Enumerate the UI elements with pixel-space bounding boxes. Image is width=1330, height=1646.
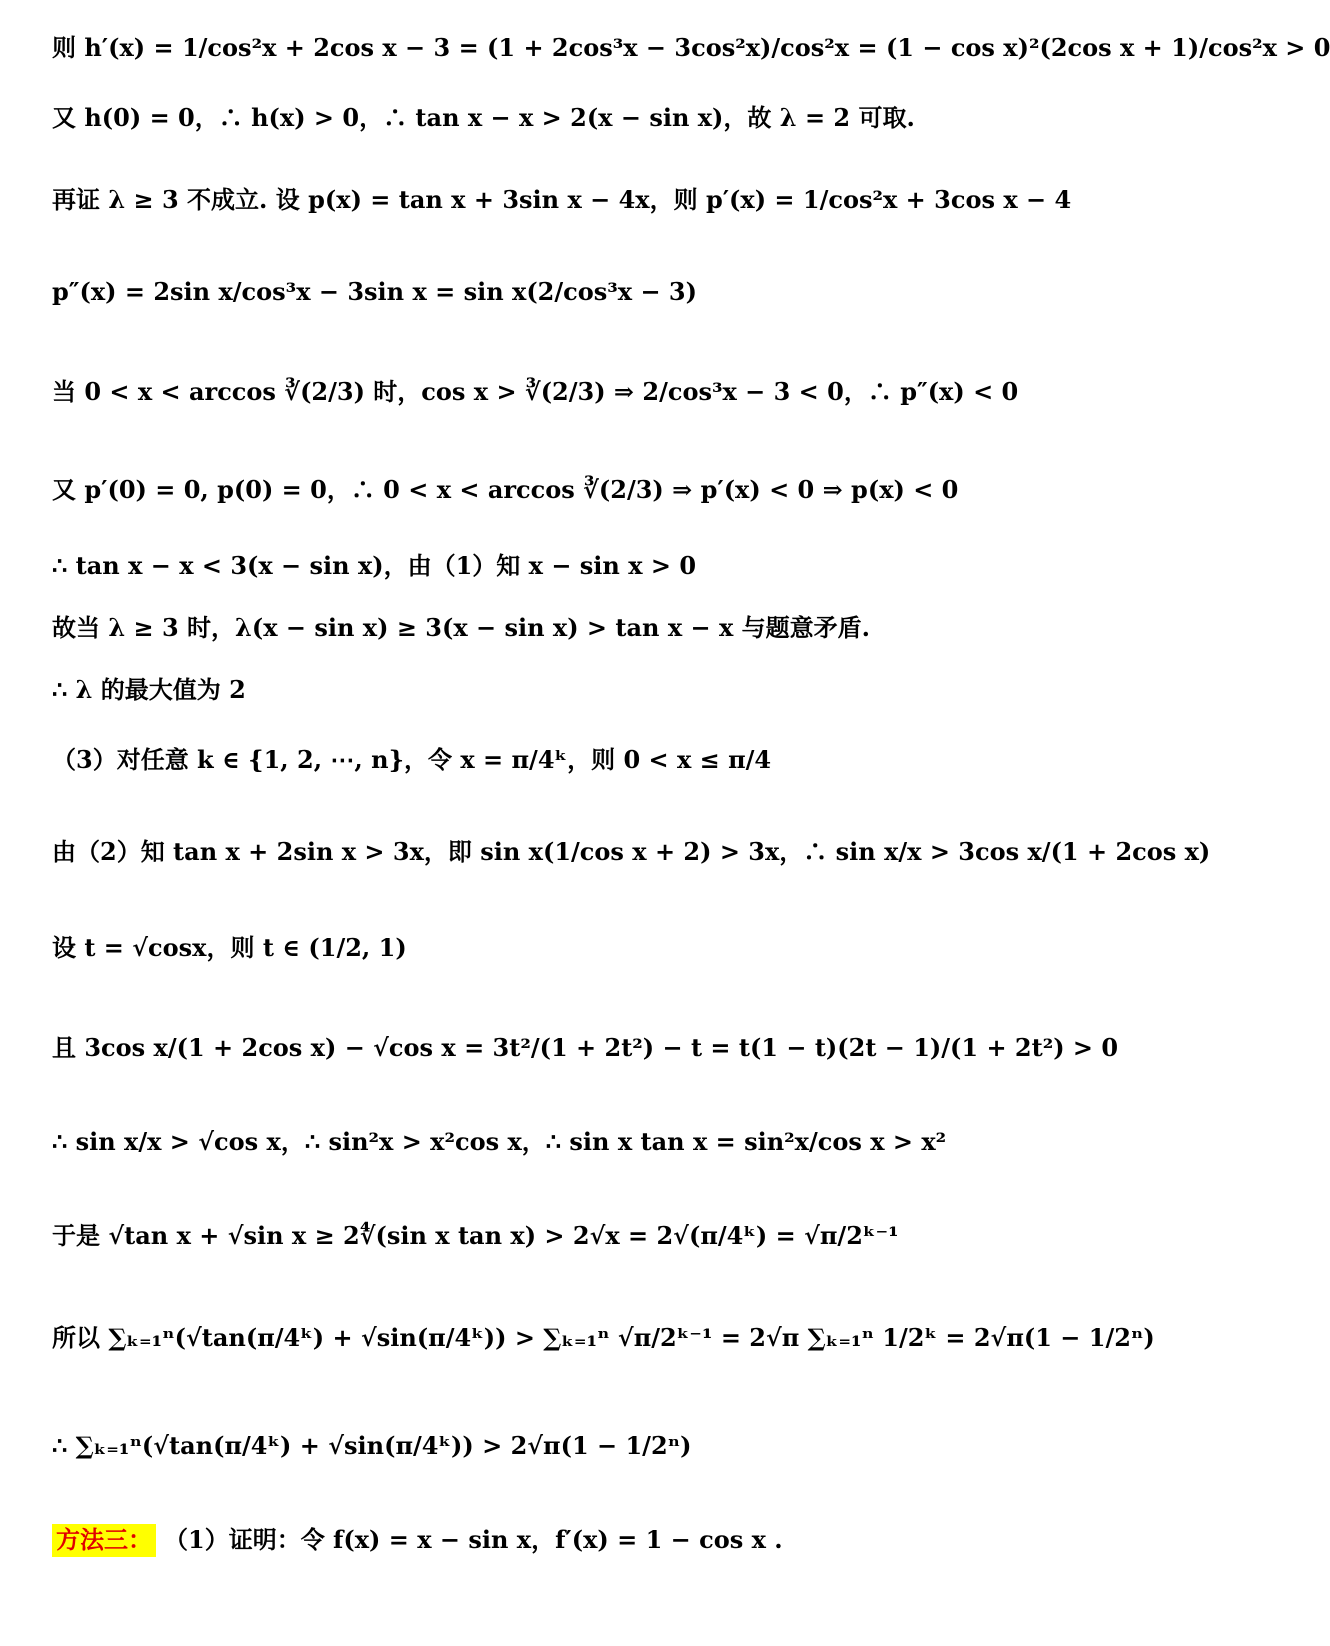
- math-line: 设 t = √cosx，则 t ∈ (1/2, 1): [52, 933, 407, 962]
- math-line: ∴ sin x/x > √cos x，∴ sin²x > x²cos x，∴ sin x tan x = sin²x/cos x > x²: [52, 1127, 947, 1156]
- method-three-text: （1）证明：令 f(x) = x − sin x，f′(x) = 1 − cos x .: [164, 1525, 783, 1554]
- math-line: 又 h(0) = 0，∴ h(x) > 0，∴ tan x − x > 2(x − sin x)，故 λ = 2 可取.: [52, 103, 915, 132]
- math-line: 当 0 < x < arccos ∛(2/3) 时，cos x > ∛(2/3) ⇒ 2/cos³x − 3 < 0，∴ p″(x) < 0: [52, 377, 1019, 406]
- math-line: 故当 λ ≥ 3 时，λ(x − sin x) ≥ 3(x − sin x) > tan x − x 与题意矛盾.: [52, 613, 870, 642]
- math-line: ∴ ∑ₖ₌₁ⁿ(√tan(π/4ᵏ) + √sin(π/4ᵏ)) > 2√π(1 − 1/2ⁿ): [52, 1431, 692, 1460]
- math-line: 又 p′(0) = 0, p(0) = 0，∴ 0 < x < arccos ∛(2/3) ⇒ p′(x) < 0 ⇒ p(x) < 0: [52, 475, 959, 504]
- method-three-line: [52, 1524, 783, 1557]
- math-line: 于是 √tan x + √sin x ≥ 2∜(sin x tan x) > 2√x = 2√(π/4ᵏ) = √π/2ᵏ⁻¹: [52, 1221, 899, 1250]
- math-line: 再证 λ ≥ 3 不成立. 设 p(x) = tan x + 3sin x − 4x，则 p′(x) = 1/cos²x + 3cos x − 4: [52, 185, 1072, 214]
- math-line: 所以 ∑ₖ₌₁ⁿ(√tan(π/4ᵏ) + √sin(π/4ᵏ)) > ∑ₖ₌₁ⁿ √π/2ᵏ⁻¹ = 2√π ∑ₖ₌₁ⁿ 1/2ᵏ = 2√π(1 − 1/2ⁿ): [52, 1323, 1155, 1352]
- math-line: ∴ tan x − x < 3(x − sin x)，由（1）知 x − sin x > 0: [52, 551, 697, 580]
- method-three-tag: 方法三：: [52, 1524, 156, 1557]
- math-line: 则 h′(x) = 1/cos²x + 2cos x − 3 = (1 + 2cos³x − 3cos²x)/cos²x = (1 − cos x)²(2cos x + 1)/cos²x > 0: [52, 33, 1330, 62]
- math-line: p″(x) = 2sin x/cos³x − 3sin x = sin x(2/cos³x − 3): [52, 277, 697, 306]
- math-line: （3）对任意 k ∈ {1, 2, ⋯, n}，令 x = π/4ᵏ，则 0 < x ≤ π/4: [52, 745, 772, 774]
- math-line: 且 3cos x/(1 + 2cos x) − √cos x = 3t²/(1 + 2t²) − t = t(1 − t)(2t − 1)/(1 + 2t²) > 0: [52, 1033, 1119, 1062]
- math-line: 由（2）知 tan x + 2sin x > 3x，即 sin x(1/cos x + 2) > 3x，∴ sin x/x > 3cos x/(1 + 2cos x): [52, 837, 1211, 866]
- math-line: ∴ λ 的最大值为 2: [52, 675, 246, 704]
